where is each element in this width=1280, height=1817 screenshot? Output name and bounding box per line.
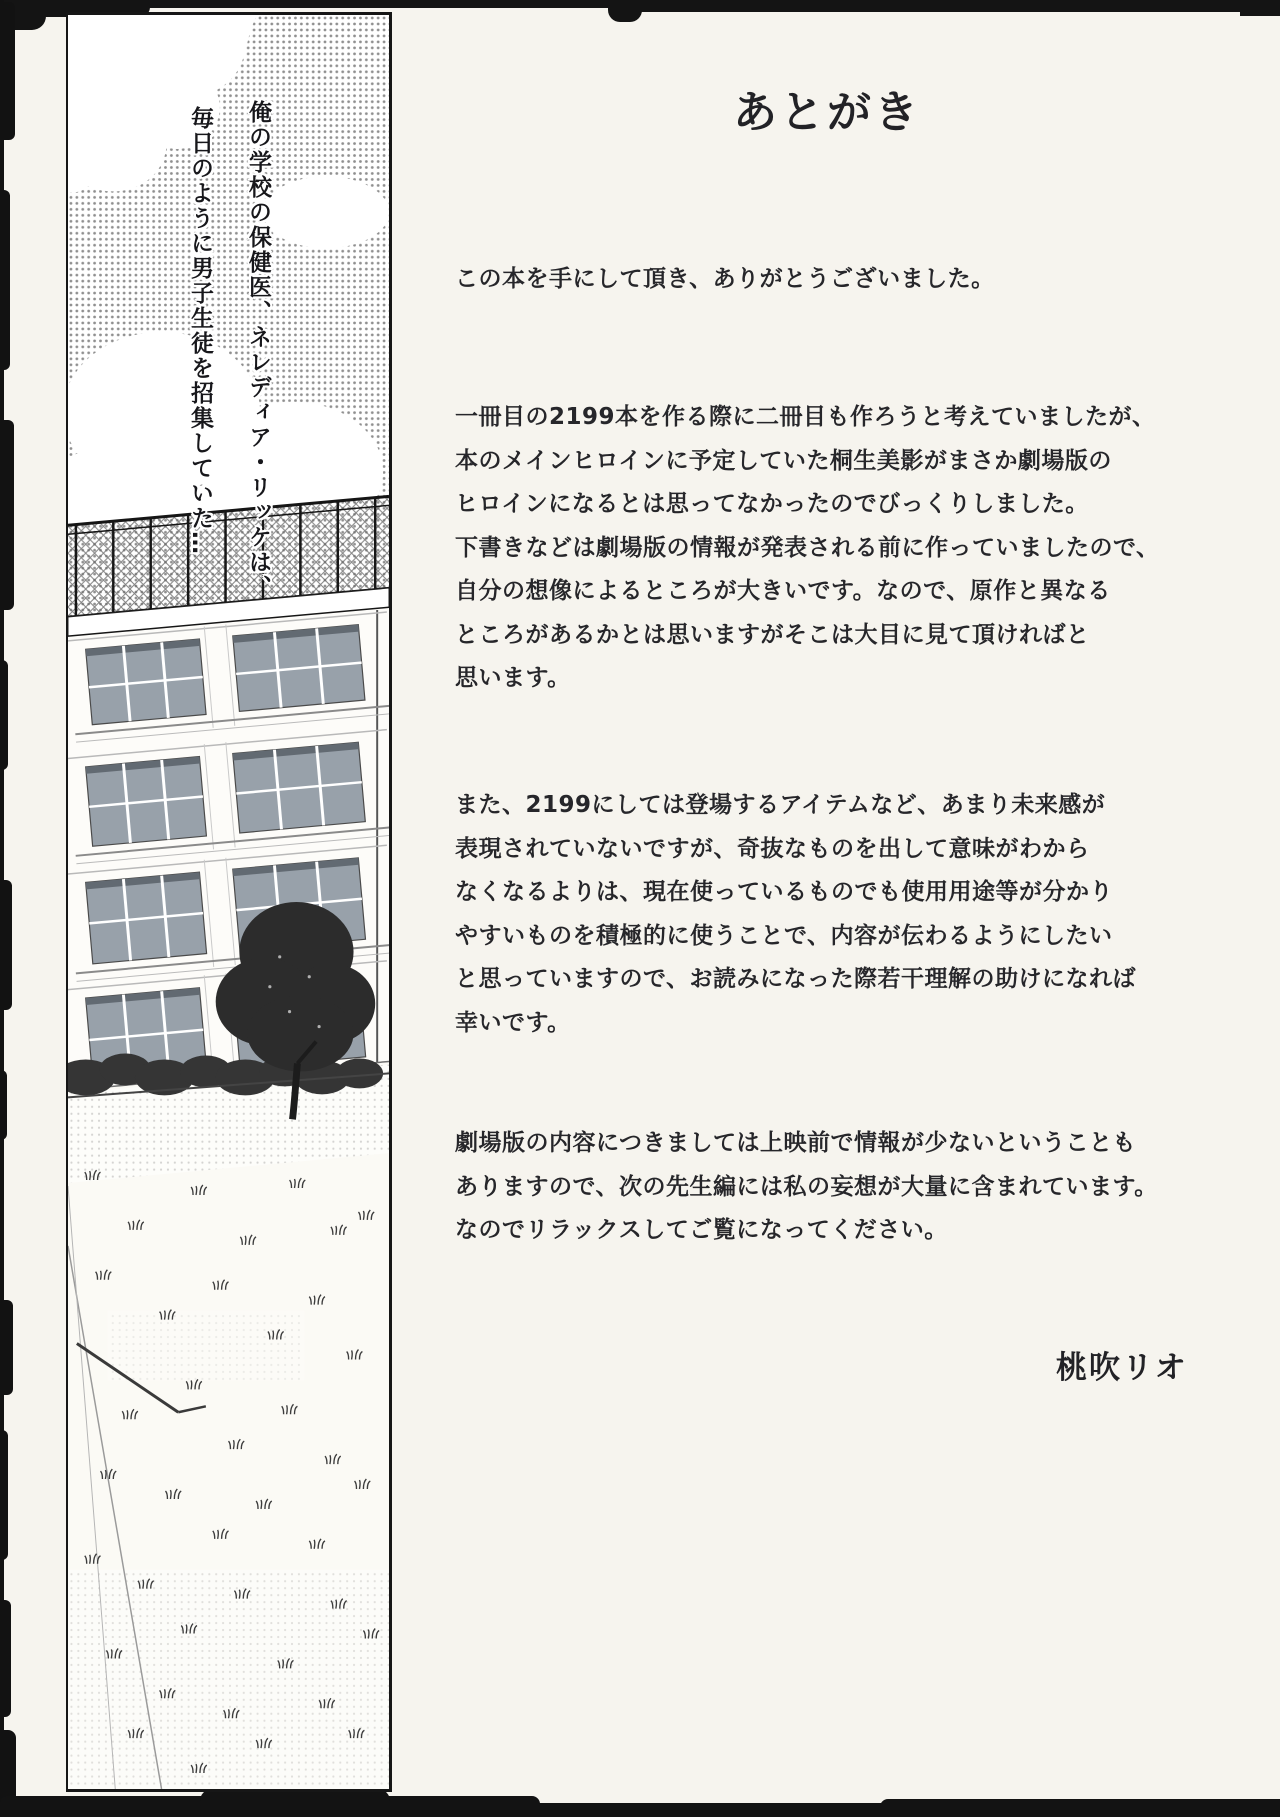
manga-panel (66, 12, 392, 1792)
text-line: 劇場版の内容につきましては上映前で情報が少ないということも (455, 1130, 1137, 1156)
cloud (263, 176, 389, 248)
text-line: なのでリラックスしてご覧になってください。 (455, 1217, 948, 1243)
text-line: ところがあるかとは思いますがそこは大目に見て頂ければと (455, 621, 1090, 648)
text-line: と思っていますので、お読みになった際若干理解の助けになれば (455, 966, 1137, 992)
text-line: 一冊目の2199本を作る際に二冊目も作ろうと考えていましたが、 (455, 404, 1156, 430)
author-signature: 桃吹リオ (1056, 1350, 1188, 1386)
text-line: 下書きなどは劇場版の情報が発表される前に作っていましたので、 (455, 534, 1160, 561)
afterword-paragraph-4 (455, 1122, 1158, 1253)
scan-edge-left (0, 0, 22, 1817)
text-line: また、2199にしては登場するアイテムなど、あまり未来感が (455, 792, 1106, 818)
afterword-title: あとがき (733, 87, 921, 138)
text-line: なくなるよりは、現在使っているものでも使用用途等が分かり (455, 879, 1113, 905)
afterword-paragraph-2 (455, 396, 1160, 701)
text-line: 本のメインヒロインに予定していた桐生美影がまさか劇場版の (455, 447, 1112, 474)
text-line: 思います。 (455, 665, 571, 691)
text-line: ヒロインになるとは思ってなかったのでびっくりしました。 (455, 491, 1089, 517)
vertical-narration-line-1: 俺の学校の保健医、ネレディア・リッケは、 (245, 100, 271, 600)
vertical-narration-line-2: 毎日のように男子生徒を招集していた… (187, 106, 213, 556)
text-line: 幸いです。 (455, 1009, 571, 1036)
text-line: ありますので、次の先生編には私の妄想が大量に含まれています。 (455, 1173, 1158, 1200)
text-line: この本を手にして頂き、ありがとうございました。 (455, 266, 995, 292)
afterword-paragraph-1 (455, 258, 995, 302)
school-building-illustration (68, 15, 389, 1789)
schoolyard-ground (68, 1061, 389, 1789)
text-line: 自分の想像によるところが大きいです。なので、原作と異なる (455, 578, 1111, 604)
text-line: 表現されていないですが、奇抜なものを出して意味がわから (455, 835, 1090, 862)
afterword-paragraph-3 (455, 784, 1136, 1045)
text-line: やすいものを積極的に使うことで、内容が伝わるようにしたい (455, 922, 1113, 949)
